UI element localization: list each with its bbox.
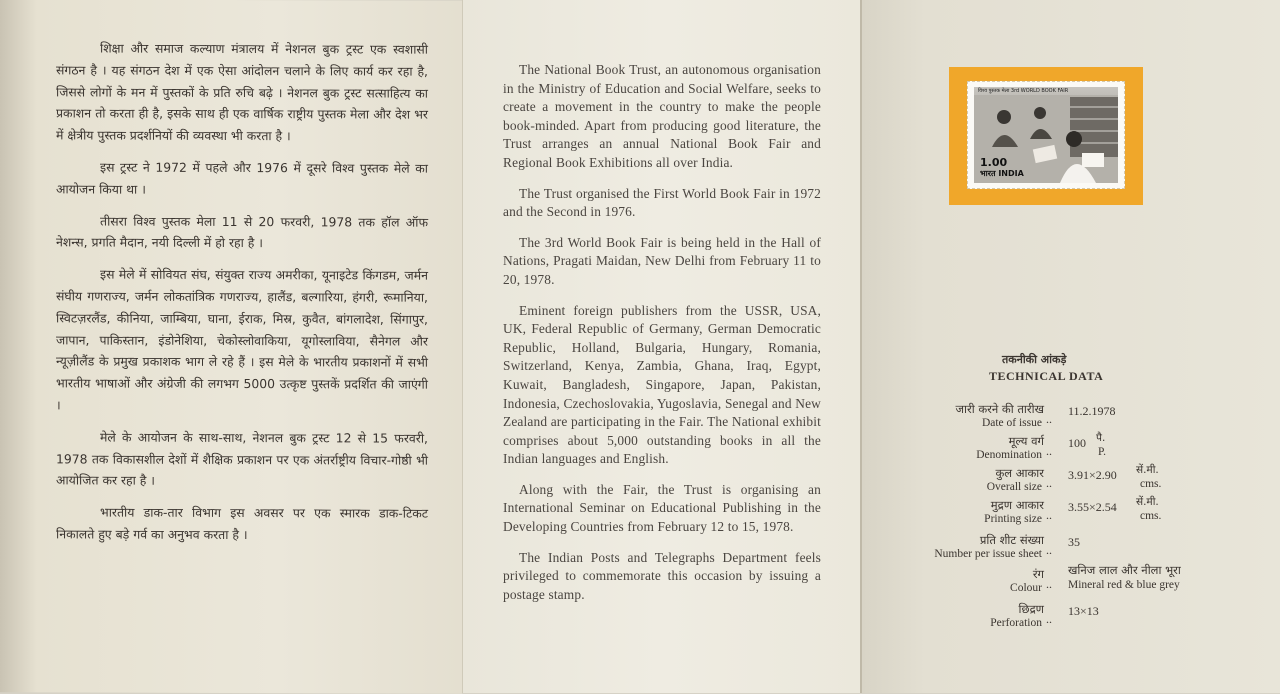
stamp-illustration bbox=[974, 87, 1118, 183]
date-of-issue-value: 11.2.1978 bbox=[1068, 404, 1116, 418]
colour-value: Mineral red & blue grey bbox=[1068, 579, 1180, 591]
english-paragraph-2: The Trust organised the First World Book Fair in 1972 and the Second in 1976. bbox=[503, 185, 821, 220]
date-of-issue-row bbox=[862, 402, 1280, 436]
row-dots: .. bbox=[1046, 577, 1052, 591]
printing-size-value: 3.55×2.54 bbox=[1068, 500, 1117, 514]
english-text-panel bbox=[462, 0, 860, 693]
colour-label: Colour bbox=[1010, 582, 1042, 594]
technical-data-title-hindi: तकनीकी आंकड़े bbox=[1002, 353, 1067, 366]
stamp-mount bbox=[949, 67, 1143, 205]
perforation-label: Perforation bbox=[990, 617, 1042, 629]
english-text-block bbox=[503, 61, 821, 616]
hindi-paragraph-3: तीसरा विश्व पुस्तक मेला 11 से 20 फरवरी, 1978 तक हॉल ऑफ नेशन्स, प्रगति मैदान, नयी दिल्ली में हो रहा है । bbox=[56, 213, 428, 251]
english-paragraph-6: The Indian Posts and Telegraphs Department feels privileged to commemorate this occasion by issuing a postage stamp. bbox=[503, 549, 821, 602]
hindi-text-block bbox=[56, 37, 428, 556]
colour-label-hindi: रंग bbox=[1032, 567, 1044, 581]
hindi-paragraph-5: मेले के आयोजन के साथ-साथ, नेशनल बुक ट्रस्ट 12 से 15 फरवरी, 1978 तक विकासशील देशों में शैक्षिक प्रकाशन पर एक अंतर्राष्ट्रीय विचार-गोष्ठी भी आयोजित कर रहा है । bbox=[56, 429, 428, 489]
row-dots: .. bbox=[1046, 543, 1052, 557]
printing-size-label: Printing size bbox=[984, 513, 1042, 525]
denomination-label-hindi: मूल्य वर्ग bbox=[1008, 434, 1044, 448]
colour-value-hindi: खनिज लाल और नीला भूरा bbox=[1068, 563, 1181, 577]
date-of-issue-label-hindi: जारी करने की तारीख bbox=[955, 402, 1044, 416]
printing-size-label-hindi: मुद्रण आकार bbox=[990, 498, 1044, 512]
denomination-unit-hindi: पै. bbox=[1096, 432, 1106, 444]
row-dots: .. bbox=[1046, 412, 1052, 426]
english-paragraph-4: Eminent foreign publishers from the USSR, USA, UK, Federal Republic of Germany, German Democratic Republic, Holland, Bulgaria, Hungary, Romania, Switzerland, Kenya, Zambia, Ghana, Iraq, Egypt, Kuwait, Bangladesh, Singapore, Japan, Pakistan, Indonesia, Czechoslovakia, Yugoslavia, Senegal and New Zealand are participating in the Fair. The National exhibit comprises about 5,000 outstanding books in all the Indian languages and English. bbox=[503, 302, 821, 467]
overall-size-label: Overall size bbox=[986, 481, 1042, 493]
perforation-value: 13×13 bbox=[1068, 604, 1099, 618]
colour-row bbox=[862, 563, 1280, 601]
number-per-sheet-row bbox=[862, 533, 1280, 567]
english-paragraph-5: Along with the Fair, the Trust is organising an International Seminar on Educational Publishing in the Developing Countries from February 12 to 15, 1978. bbox=[503, 481, 821, 535]
stamp-title: विश्व पुस्तक मेला 3rd WORLD BOOK FAIR bbox=[978, 88, 1069, 94]
hindi-text-panel bbox=[0, 0, 462, 694]
printing-size-unit: cms. bbox=[1140, 510, 1162, 522]
postage-stamp bbox=[967, 81, 1125, 189]
technical-data-title: TECHNICAL DATA bbox=[989, 369, 1104, 383]
hindi-paragraph-2: इस ट्रस्ट ने 1972 में पहले और 1976 में दूसरे विश्व पुस्तक मेले का आयोजन किया था । bbox=[56, 159, 428, 197]
overall-size-label-hindi: कुल आकार bbox=[995, 466, 1044, 480]
row-dots: .. bbox=[1046, 476, 1052, 490]
english-paragraph-1: The National Book Trust, an autonomous organisation in the Ministry of Education and Social Welfare, seeks to create a movement in the country to make the people book-minded. Apart from producing good literature, the Trust arranges an annual National Book Fair and Regional Book Exhibitions all over India. bbox=[503, 62, 821, 170]
printing-size-row bbox=[862, 498, 1280, 532]
english-paragraph-3: The 3rd World Book Fair is being held in the Hall of Nations, Pragati Maidan, New Delhi from February 11 to 20, 1978. bbox=[503, 234, 821, 287]
printing-size-unit-hindi: सें.मी. bbox=[1136, 496, 1159, 508]
technical-data-panel bbox=[860, 0, 1280, 693]
number-per-sheet-label-hindi: प्रति शीट संख्या bbox=[979, 533, 1044, 547]
row-dots: .. bbox=[1046, 508, 1052, 522]
perforation-row bbox=[862, 602, 1280, 636]
overall-size-unit-hindi: सें.मी. bbox=[1136, 464, 1159, 476]
denomination-label: Denomination bbox=[976, 449, 1042, 461]
date-of-issue-label: Date of issue bbox=[981, 417, 1042, 429]
hindi-paragraph-6: भारतीय डाक-तार विभाग इस अवसर पर एक स्मारक डाक-टिकट निकालते हुए बड़े गर्व का अनुभव करता है । bbox=[56, 504, 428, 542]
hindi-paragraph-4: इस मेले में सोवियत संघ, संयुक्त राज्य अमरीका, यूनाइटेड किंगडम, जर्मन संघीय गणराज्य, जर्मन लोकतांत्रिक गणराज्य, हालैंड, बल्गारिया, हंगरी, रूमानिया, स्विटज़रलैंड, कीनिया, जाम्बिया, घाना, ईराक, मिस्र, कुवैत, बांगलादेश, सिंगापुर, जापान, पाकिस्तान, इंडोनेशिया, चेकोस्लोवाकिया, यूगोस्लाविया, सैनेगल और न्यूज़ीलैंड के प्रमुख प्रकाशक भाग ले रहे हैं । इस मेले के भारतीय प्रकाशनों में सभी भारतीय भाषाओं और अंग्रेजी की लगभग 5000 उत्कृष्ट पुस्तकें प्रदर्शित की जाएंगी । bbox=[56, 266, 428, 413]
denomination-value: 100 bbox=[1068, 436, 1086, 450]
number-per-sheet-value: 35 bbox=[1068, 535, 1080, 549]
stamp-value: 1.00 bbox=[980, 156, 1008, 169]
number-per-sheet-label: Number per issue sheet bbox=[934, 548, 1042, 560]
overall-size-value: 3.91×2.90 bbox=[1068, 468, 1117, 482]
overall-size-row bbox=[862, 466, 1280, 500]
stamp-country: भारत INDIA bbox=[980, 169, 1024, 178]
hindi-paragraph-1: शिक्षा और समाज कल्याण मंत्रालय में नेशनल बुक ट्रस्ट एक स्वशासी संगठन है । यह संगठन देश में एक ऐसा आंदोलन चलाने के लिए कार्य कर रहा है, जिससे लोगों के मन में पुस्तकों के प्रति रुचि बढ़े । नेशनल बुक ट्रस्ट सत्साहित्य का प्रकाशन तो करता ही है, इसके साथ ही एक वार्षिक राष्ट्रीय पुस्तक मेला और देश भर में क्षेत्रीय पुस्तक प्रदर्शनियों की व्यवस्था भी करता है । bbox=[56, 40, 428, 144]
overall-size-unit: cms. bbox=[1140, 478, 1162, 490]
row-dots: .. bbox=[1046, 612, 1052, 626]
row-dots: .. bbox=[1046, 444, 1052, 458]
denomination-unit: P. bbox=[1098, 446, 1106, 458]
perforation-label-hindi: छिद्रण bbox=[1018, 602, 1044, 616]
denomination-row bbox=[862, 434, 1280, 468]
